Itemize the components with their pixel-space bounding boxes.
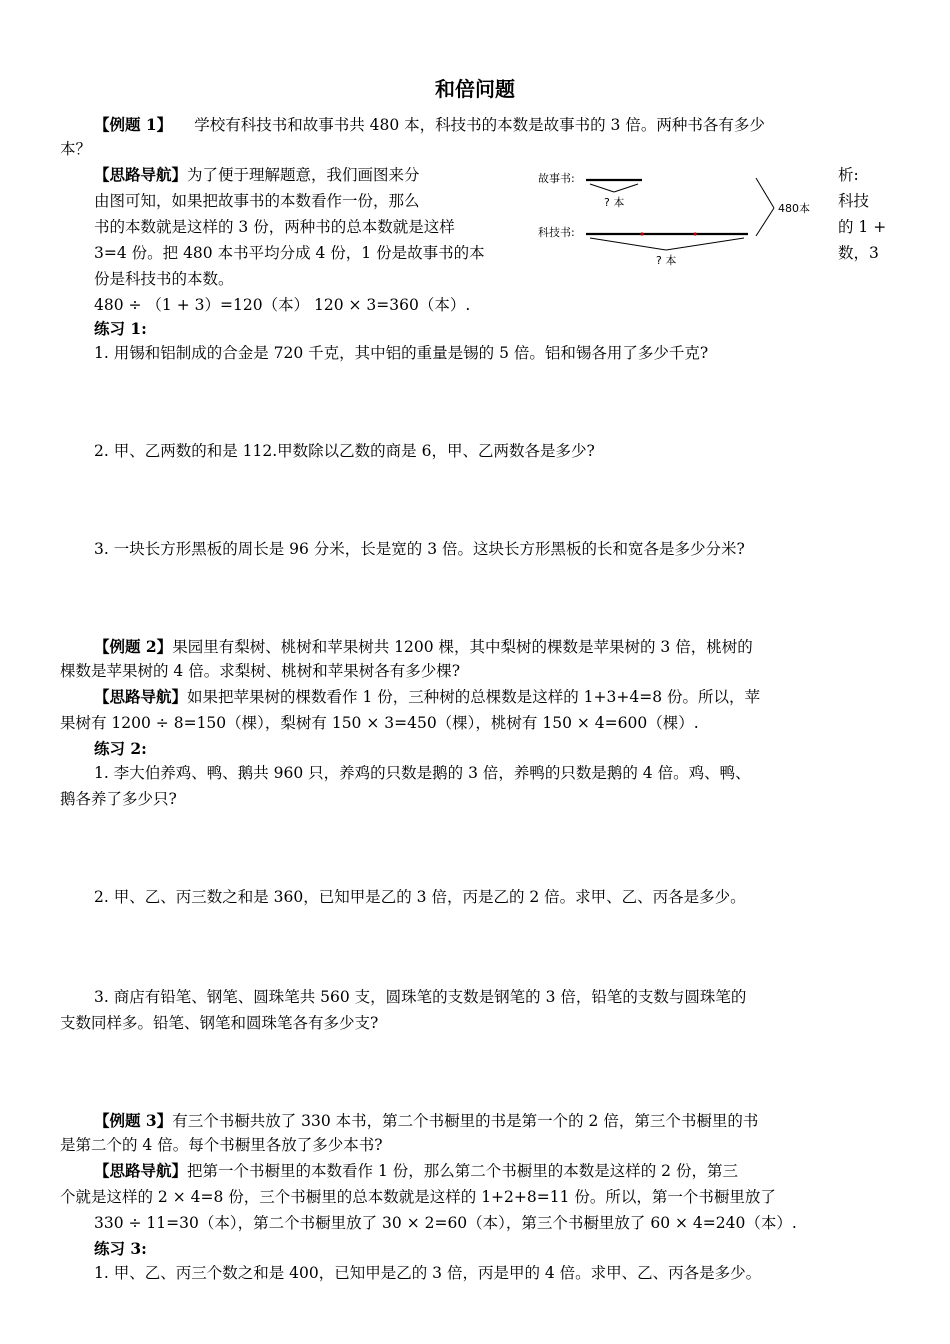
example-1-hint-line-3: 书的本数就是这样的 3 份，两种书的总本数就是这样 — [94, 218, 455, 236]
tech-segment-divider-2 — [693, 232, 696, 235]
example-3-line-1: 有三个书橱共放了 330 本书，第二个书橱里的书是第一个的 2 倍，第三个书橱里的书 — [172, 1112, 759, 1130]
practice-1-question-2: 2. 甲、乙两数的和是 112.甲数除以乙数的商是 6，甲、乙两数各是多少? — [94, 442, 595, 460]
practice-2-question-3: 3. 商店有铅笔、钢笔、圆珠笔共 560 支，圆珠笔的支数是钢笔的 3 倍，铅笔的支数与圆珠笔的 — [94, 988, 747, 1006]
example-2-hint-label: 【思路导航】 — [94, 687, 188, 706]
example-1-hint — [94, 164, 420, 186]
example-1-side-text-1: 析: — [838, 166, 859, 184]
example-1-calculation: 480 ÷ （1 + 3）=120（本） 120 × 3=360（本）. — [94, 296, 471, 314]
example-2-hint-line-2: 果树有 1200 ÷ 8=150（棵），梨树有 150 × 3=450（棵），桃树有 150 × 4=600（棵）. — [60, 714, 699, 732]
example-3-hint-line-3: 330 ÷ 11=30（本），第二个书橱里放了 30 × 2=60（本），第三个书橱里放了 60 × 4=240（本）. — [94, 1214, 797, 1232]
example-2-hint-line-1: 如果把苹果树的棵数看作 1 份，三种树的总棵数是这样的 1+3+4=8 份。所以，苹 — [187, 688, 760, 706]
example-3-line-2: 是第二个的 4 倍。每个书橱里各放了多少本书? — [60, 1136, 383, 1154]
example-1-side-text-2: 科技 — [838, 192, 870, 210]
diagram-story-label: 故事书: — [538, 172, 575, 185]
example-2-line-1: 果园里有梨树、桃树和苹果树共 1200 棵，其中梨树的棵数是苹果树的 3 倍，桃树的 — [172, 638, 753, 656]
practice-1-label: 练习 1: — [94, 319, 147, 338]
total-brace-bottom — [756, 208, 774, 236]
story-brace-right — [614, 184, 638, 192]
practice-2-question-2: 2. 甲、乙、丙三数之和是 360，已知甲是乙的 3 倍，丙是乙的 2 倍。求甲、乙、丙各是多少。 — [94, 888, 746, 906]
example-3-label: 【例题 3】 — [94, 1111, 173, 1130]
example-2-line-2: 棵数是苹果树的 4 倍。求梨树、桃树和苹果树各有多少棵? — [60, 662, 461, 680]
example-2-statement — [94, 636, 753, 658]
example-1-hint-line-5: 份是科技书的本数。 — [94, 270, 234, 288]
practice-2-question-3-line-2: 支数同样多。铅笔、钢笔和圆珠笔各有多少支? — [60, 1014, 379, 1032]
example-1-hint-line-4: 3=4 份。把 480 本书平均分成 4 份，1 份是故事书的本 — [94, 244, 485, 262]
diagram-total: 480本 — [778, 202, 810, 215]
example-1-hint-line-2: 由图可知，如果把故事书的本数看作一份，那么 — [94, 192, 420, 210]
practice-3-label: 练习 3: — [94, 1239, 147, 1258]
tech-brace-left — [590, 238, 666, 250]
example-3-hint — [94, 1160, 738, 1182]
example-3-hint-line-1: 把第一个书橱里的本数看作 1 份，那么第二个书橱里的本数是这样的 2 份，第三 — [187, 1162, 738, 1180]
example-1-line-1: 学校有科技书和故事书共 480 本，科技书的本数是故事书的 3 倍。两种书各有多少 — [194, 116, 765, 134]
tech-segment-divider-1 — [640, 232, 643, 235]
example-1-line-2: 本？ — [60, 140, 92, 158]
example-2-hint — [94, 686, 760, 708]
example-3-hint-label: 【思路导航】 — [94, 1161, 188, 1180]
practice-1-question-1: 1. 用锡和铝制成的合金是 720 千克，其中铝的重量是锡的 5 倍。铝和锡各用了多少千克? — [94, 344, 709, 362]
example-3-statement — [94, 1110, 758, 1132]
diagram-tech-label: 科技书: — [538, 226, 575, 239]
practice-1-question-3: 3. 一块长方形黑板的周长是 96 分米，长是宽的 3 倍。这块长方形黑板的长和宽各是多少分米? — [94, 540, 745, 558]
diagram-unknown-2: ? 本 — [656, 254, 677, 267]
example-1-hint-line-1: 为了便于理解题意，我们画图来分 — [187, 166, 420, 184]
line-segment-diagram — [536, 164, 826, 274]
example-1-hint-label: 【思路导航】 — [94, 165, 188, 184]
practice-2-question-1: 1. 李大伯养鸡、鸭、鹅共 960 只，养鸡的只数是鹅的 3 倍，养鸭的只数是鹅的 4 倍。鸡、鸭、 — [94, 764, 751, 782]
example-1-side-text-3: 的 1 + — [838, 218, 887, 236]
example-1-statement — [94, 114, 765, 136]
practice-2-question-1-line-2: 鹅各养了多少只? — [60, 790, 177, 808]
tech-brace-right — [666, 238, 744, 250]
page-title: 和倍问题 — [435, 77, 515, 101]
diagram-unknown-1: ? 本 — [604, 196, 625, 209]
story-brace-left — [590, 184, 614, 192]
example-3-hint-line-2: 个就是这样的 2 × 4=8 份，三个书橱里的总本数就是这样的 1+2+8=11 份。所以，第一个书橱里放了 — [60, 1188, 776, 1206]
practice-2-label: 练习 2: — [94, 739, 147, 758]
example-2-label: 【例题 2】 — [94, 637, 173, 656]
example-1-side-text-4: 数，3 — [838, 244, 879, 262]
example-1-label: 【例题 1】 — [94, 115, 173, 134]
total-brace-top — [756, 178, 774, 208]
practice-3-question-1: 1. 甲、乙、丙三个数之和是 400，已知甲是乙的 3 倍，丙是甲的 4 倍。求甲、乙、丙各是多少。 — [94, 1264, 762, 1282]
